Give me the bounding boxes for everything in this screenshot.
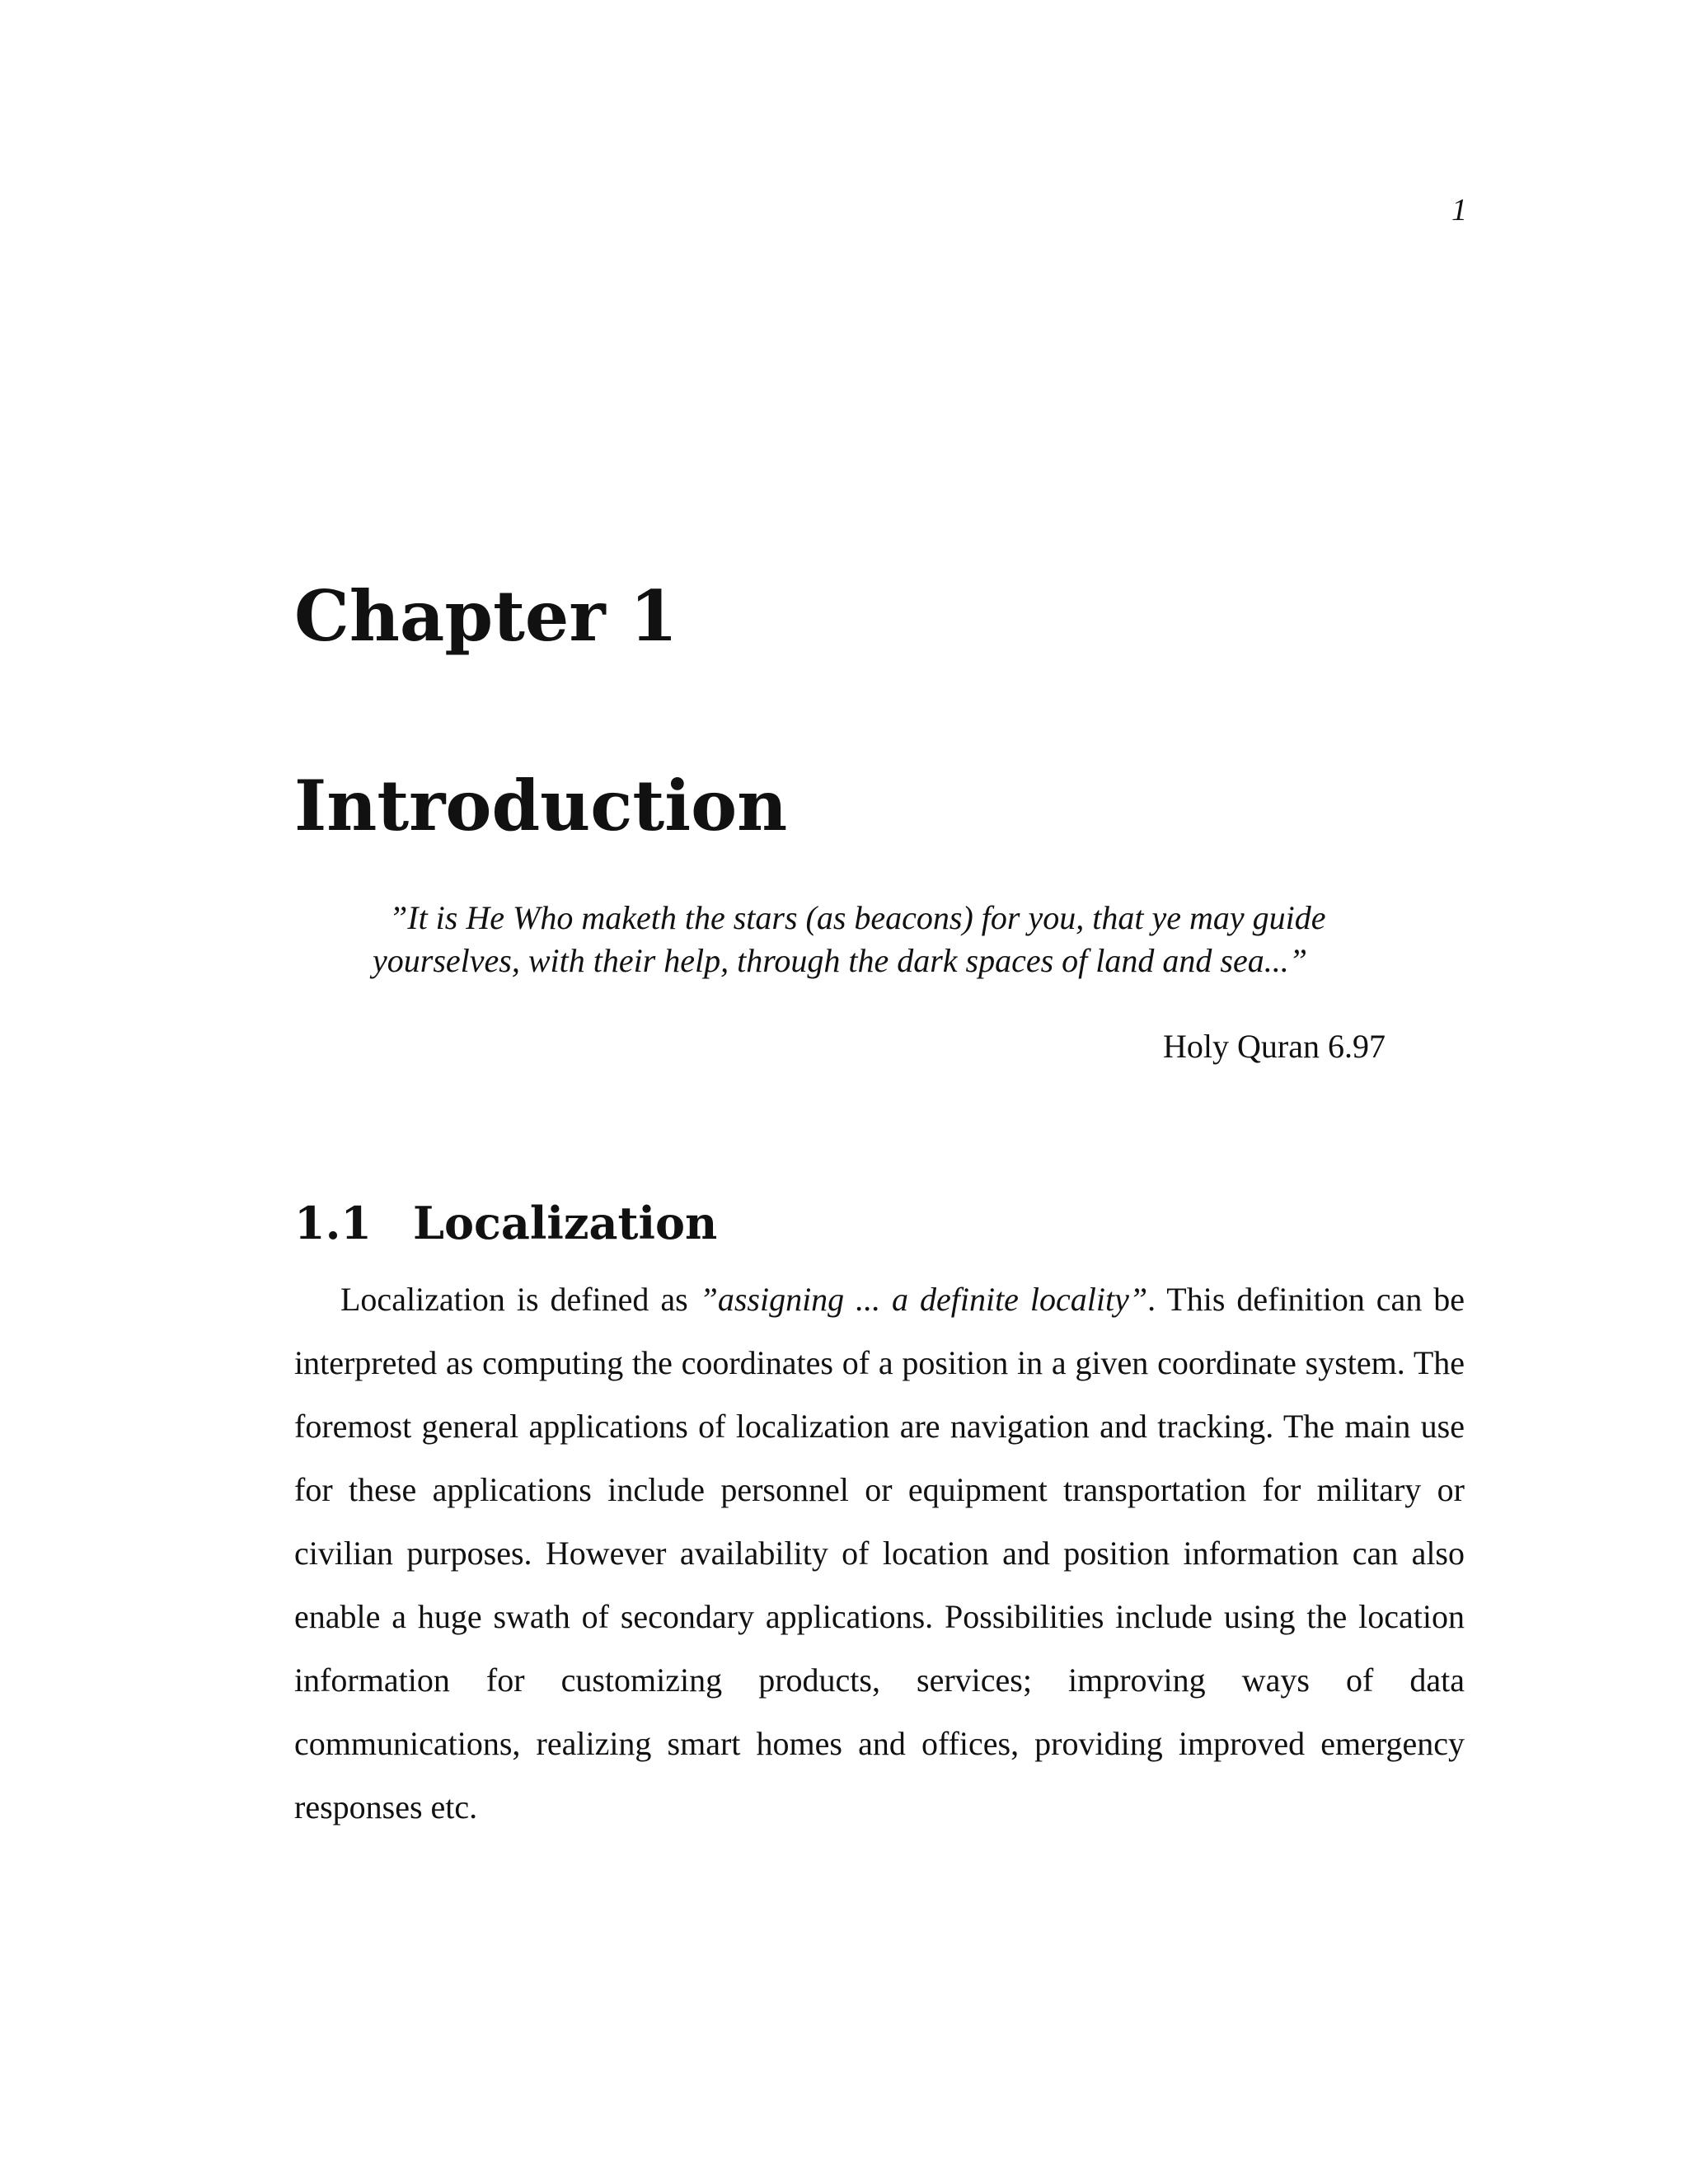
section-heading [294, 1196, 718, 1249]
section-title: Localization [413, 1196, 718, 1249]
epigraph-source: Holy Quran 6.97 [1163, 1028, 1386, 1065]
paragraph-text-before-quote: Localization is defined as [340, 1281, 700, 1318]
body-paragraph [294, 1268, 1465, 1839]
definition-quote: ”assigning ... a definite locality” [699, 1281, 1148, 1318]
chapter-label: Chapter 1 [294, 575, 678, 658]
epigraph-line-2: yourselves, with their help, through the dark spaces of land and sea...” [373, 942, 1307, 979]
epigraph-line-1: ”It is He Who maketh the stars (as beacons) for you, that ye may guide [389, 899, 1326, 936]
chapter-title: Introduction [294, 765, 788, 847]
page-number: 1 [1451, 193, 1467, 227]
paragraph-text-after-quote: . This definition can be interpreted as computing the coordinates of a position in a given coordinate system. The foremost general applications of localization are navigation and tracking. The main use for these applications include personnel or equipment transportation for military or civilian purposes. However availability of location and position information can also enable a huge swath of secondary applications. Possibilities include using the location information for customizing products, services; improving ways of data communications, realizing smart homes and offices, providing improved emergency responses etc. [294, 1281, 1465, 1825]
epigraph-quote [373, 897, 1395, 982]
section-number: 1.1 [294, 1196, 372, 1249]
